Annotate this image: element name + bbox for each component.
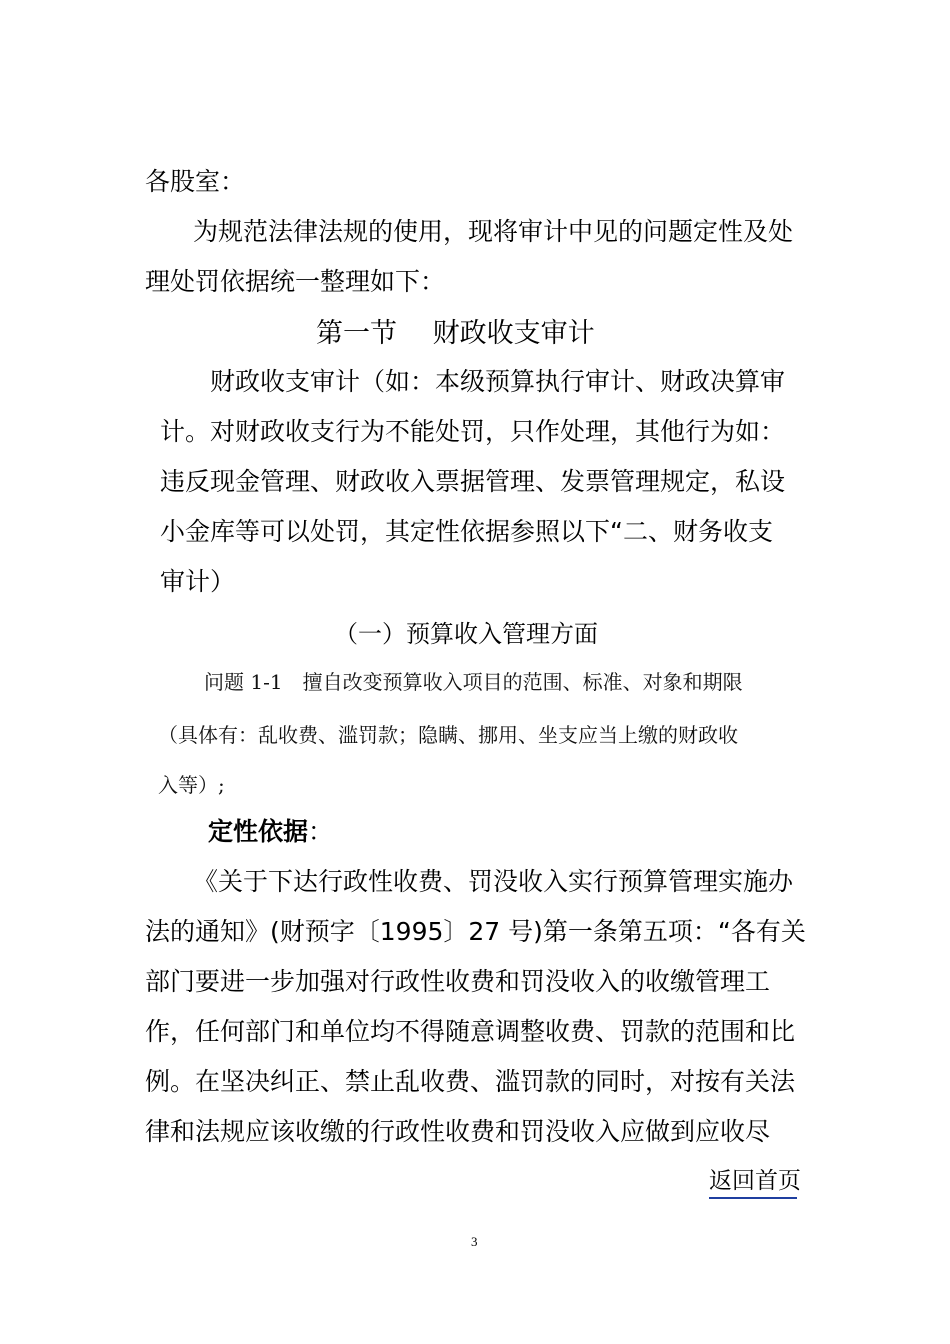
greeting: 各股室： — [145, 167, 246, 196]
link-underline — [709, 1197, 797, 1199]
basis-line-3: 部门要进一步加强对行政性收费和罚没收入的收缴管理工 — [145, 967, 771, 996]
section-desc-line-1: 财政收支审计（如：本级预算执行审计、财政决算审 — [210, 367, 786, 396]
back-to-home-link[interactable]: 返回首页 — [709, 1168, 801, 1194]
section-desc-line-5: 审计） — [160, 567, 236, 596]
basis-label: 定性依据 — [208, 817, 309, 846]
section-desc-line-3: 违反现金管理、财政收入票据管理、发票管理规定，私设 — [160, 467, 786, 496]
section-desc-line-4: 小金库等可以处罚，其定性依据参照以下“二、财务收支 — [160, 517, 773, 546]
subsection-title: （一）预算收入管理方面 — [334, 620, 598, 648]
basis-line-2: 法的通知》(财预字〔1995〕27 号)第一条第五项：“各有关 — [145, 917, 806, 946]
basis-heading — [208, 812, 333, 848]
problem-line-2: （具体有：乱收费、滥罚款；隐瞒、挪用、坐支应当上缴的财政收 — [158, 723, 738, 747]
basis-line-5: 例。在坚决纠正、禁止乱收费、滥罚款的同时，对按有关法 — [145, 1067, 796, 1096]
basis-colon: ： — [308, 817, 334, 846]
intro-line-1: 为规范法律法规的使用，现将审计中见的问题定性及处 — [193, 217, 794, 246]
page-number: 3 — [471, 1234, 478, 1249]
intro-line-2: 理处罚依据统一整理如下： — [145, 267, 446, 296]
section-title: 第一节 财政收支审计 — [316, 318, 595, 349]
basis-line-6: 律和法规应该收缴的行政性收费和罚没收入应做到应收尽 — [145, 1117, 771, 1146]
problem-line-3: 入等）; — [158, 773, 225, 797]
section-desc-line-2: 计。对财政收支行为不能处罚，只作处理，其他行为如： — [160, 417, 786, 446]
basis-line-1: 《关于下达行政性收费、罚没收入实行预算管理实施办 — [193, 867, 794, 896]
basis-line-4: 作，任何部门和单位均不得随意调整收费、罚款的范围和比 — [145, 1017, 796, 1046]
problem-line-1: 问题 1-1 擅自改变预算收入项目的范围、标准、对象和期限 — [204, 670, 743, 694]
